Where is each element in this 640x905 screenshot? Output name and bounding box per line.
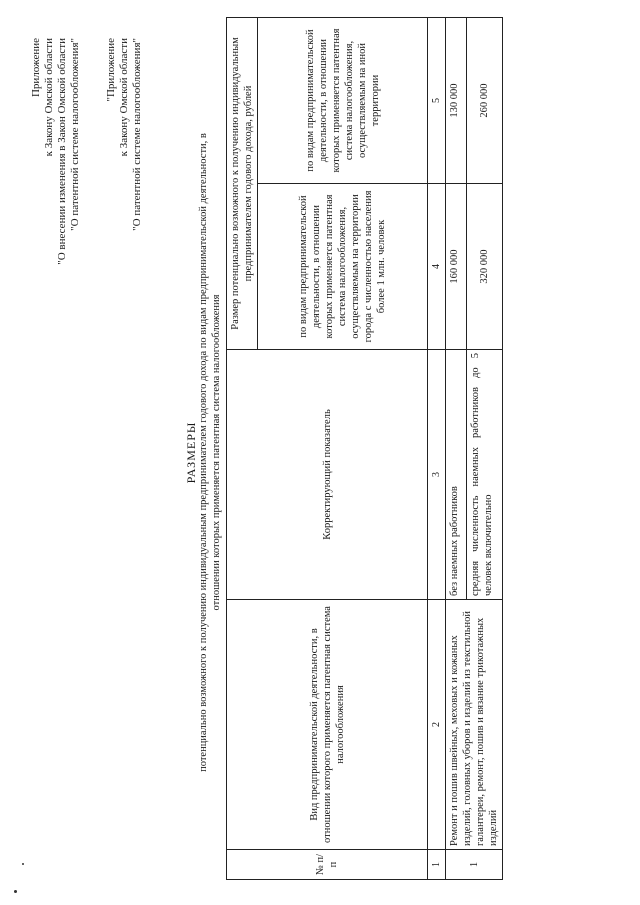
- column-number: 4: [428, 184, 446, 350]
- title-subtitle-line: потенциально возможного к получению индивидуальным предпринимателем годового дохода по видам предпринимательской деятельности, в: [198, 133, 209, 772]
- table-row: [446, 18, 467, 880]
- header-indicator: Корректирующий показатель: [227, 350, 428, 600]
- column-number-row: [428, 18, 446, 880]
- header-income-group: Размер потенциально возможного к получению индивидуальным предпринимателем годового дохода, рублей: [227, 18, 258, 350]
- column-number: 5: [428, 18, 446, 184]
- appendix-original-header: [105, 38, 144, 458]
- scan-speck: [14, 890, 17, 893]
- row-num: 1: [446, 850, 503, 880]
- title-heading: РАЗМЕРЫ: [184, 421, 198, 484]
- title-subtitle-line: отношении которых применяется патентная система налогообложения: [210, 294, 222, 611]
- appendix-line: "О патентной системе налогообложения": [69, 38, 81, 231]
- header-activity: Вид предпринимательской деятельности, в отношении которого применяется патентная система налогообложения: [227, 600, 428, 850]
- document-title: [184, 0, 223, 905]
- appendix-line: Приложение: [30, 38, 42, 98]
- column-number: 3: [428, 350, 446, 600]
- appendix-header: [30, 38, 82, 458]
- row-value-city: 320 000: [466, 184, 502, 350]
- header-col-city: по видам предпринимательской деятельности, в отношении которых применяется патентная система налогообложения, осуществляемым на территории города с численностью населения более 1 млн. человек: [258, 184, 428, 350]
- row-indicator: без наемных работников: [446, 350, 467, 600]
- row-indicator: средняя численность наемных работников до 5 человек включительно: [466, 350, 502, 600]
- appendix-line: "Приложение: [105, 38, 117, 102]
- appendix-line: "О внесении изменения в Закон Омской области: [56, 38, 68, 265]
- row-value-other: 130 000: [446, 18, 467, 184]
- header-row: [227, 18, 258, 880]
- appendix-line: к Закону Омской области: [118, 38, 130, 157]
- row-activity: Ремонт и пошив швейных, меховых и кожаных изделий, головных уборов и изделий из текстильной галантереи, ремонт, пошив и вязание трикотажных изделий: [446, 600, 503, 850]
- column-number: 1: [428, 850, 446, 880]
- scan-speck: [22, 863, 24, 865]
- income-table: [226, 17, 503, 880]
- column-number: 2: [428, 600, 446, 850]
- row-value-city: 160 000: [446, 184, 467, 350]
- header-num: № п/п: [227, 850, 428, 880]
- header-col-other: по видам предпринимательской деятельности, в отношении которых применяется патентная система налогообложения, осуществляемым на иной территории: [258, 18, 428, 184]
- row-value-other: 260 000: [466, 18, 502, 184]
- appendix-line: к Закону Омской области: [43, 38, 55, 157]
- appendix-line: "О патентной системе налогообложения": [131, 38, 143, 231]
